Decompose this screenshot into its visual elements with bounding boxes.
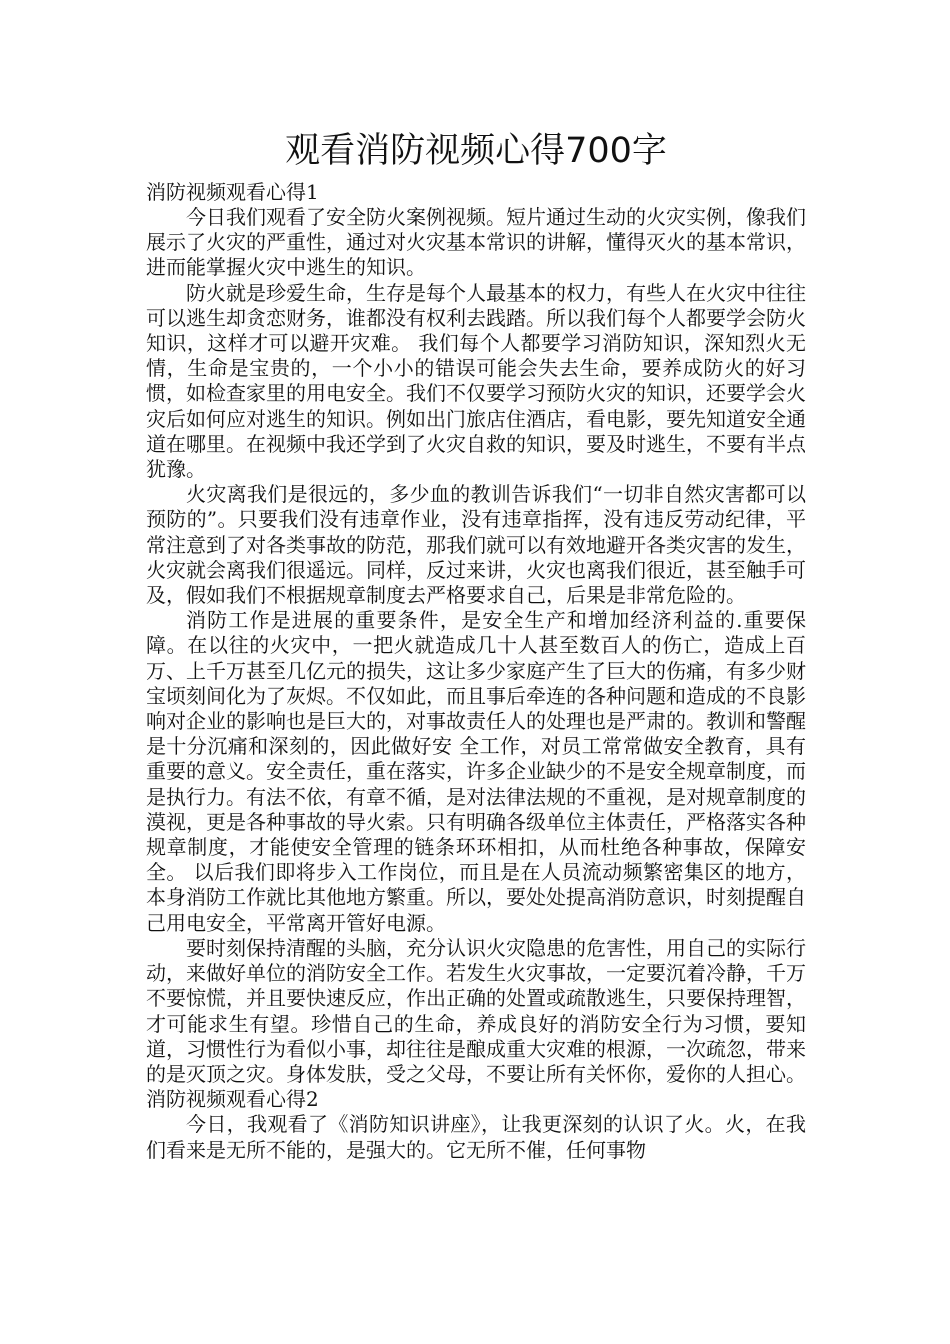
paragraph: 今日我们观看了安全防火案例视频。短片通过生动的火灾实例，像我们展示了火灾的严重性，通过对火灾基本常识的讲解，懂得灭火的基本常识，进而能掌握火灾中逃生的知识。 [146, 205, 806, 280]
section-label: 消防视频观看心得1 [146, 180, 319, 204]
paragraph: 火灾离我们是很远的，多少血的教训告诉我们“一切非自然灾害都可以预防的”。只要我们没有违章作业，没有违章指挥，没有违反劳动纪律，平常注意到了对各类事故的防范，那我们就可以有效地避开各类灾害的发生，火灾就会离我们很遥远。同样，反过来讲，火灾也离我们很近，甚至触手可及，假如我们不根据规章制度去严格要求自己，后果是非常危险的。 [146, 482, 806, 608]
paragraph: 要时刻保持清醒的头脑，充分认识火灾隐患的危害性，用自己的实际行动，来做好单位的消防安全工作。若发生火灾事故，一定要沉着冷静，千万不要惊慌，并且要快速反应，作出正确的处置或疏散逃生，只要保持理智，才可能求生有望。珍惜自己的生命，养成良好的消防安全行为习惯，要知道，习惯性行为看似小事，却往往是酿成重大灾难的根源，一次疏忽，带来的是灭顶之灾。身体发肤，受之父母，不要让所有关怀你，爱你的人担心。消防视频观看心得2 [146, 935, 806, 1112]
document-body [146, 205, 806, 1163]
document-page [146, 128, 806, 1163]
paragraph: 消防工作是进展的重要条件，是安全生产和增加经济利益的.重要保障。在以往的火灾中，一把火就造成几十人甚至数百人的伤亡，造成上百万、上千万甚至几亿元的损失，这让多少家庭产生了巨大的伤痛，有多少财宝顷刻间化为了灰烬。不仅如此，而且事后牵连的各种问题和造成的不良影响对企业的影响也是巨大的，对事故责任人的处理也是严肃的。教训和警醒是十分沉痛和深刻的，因此做好安 全工作，对员工常常做安全教育，具有重要的意义。安全责任，重在落实，许多企业缺少的不是安全规章制度，而是执行力。有法不依，有章不循，是对法律法规的不重视，是对规章制度的漠视，更是各种事故的导火索。只有明确各级单位主体责任，严格落实各种规章制度，才能使安全管理的链条环环相扣，从而杜绝各种事故，保障安全。 以后我们即将步入工作岗位，而且是在人员流动频繁密集区的地方，本身消防工作就比其他地方繁重。所以，要处处提高消防意识，时刻提醒自己用电安全，平常离开管好电源。 [146, 608, 806, 935]
paragraph: 防火就是珍爱生命，生存是每个人最基本的权力，有些人在火灾中往往可以逃生却贪恋财务，谁都没有权利去践踏。所以我们每个人都要学会防火知识，这样才可以避开灾难。 我们每个人都要学习消防知识，深知烈火无情，生命是宝贵的，一个小小的错误可能会失去生命，要养成防火的好习惯，如检查家里的用电安全。我们不仅要学习预防火灾的知识，还要学会火灾后如何应对逃生的知识。例如出门旅店住酒店，看电影，要先知道安全通道在哪里。在视频中我还学到了火灾自救的知识，要及时逃生，不要有半点犹豫。 [146, 280, 806, 482]
document-title: 观看消防视频心得700字 [285, 131, 667, 171]
paragraph: 今日，我观看了《消防知识讲座》，让我更深刻的认识了火。火，在我们看来是无所不能的，是强大的。它无所不催，任何事物 [146, 1112, 806, 1162]
